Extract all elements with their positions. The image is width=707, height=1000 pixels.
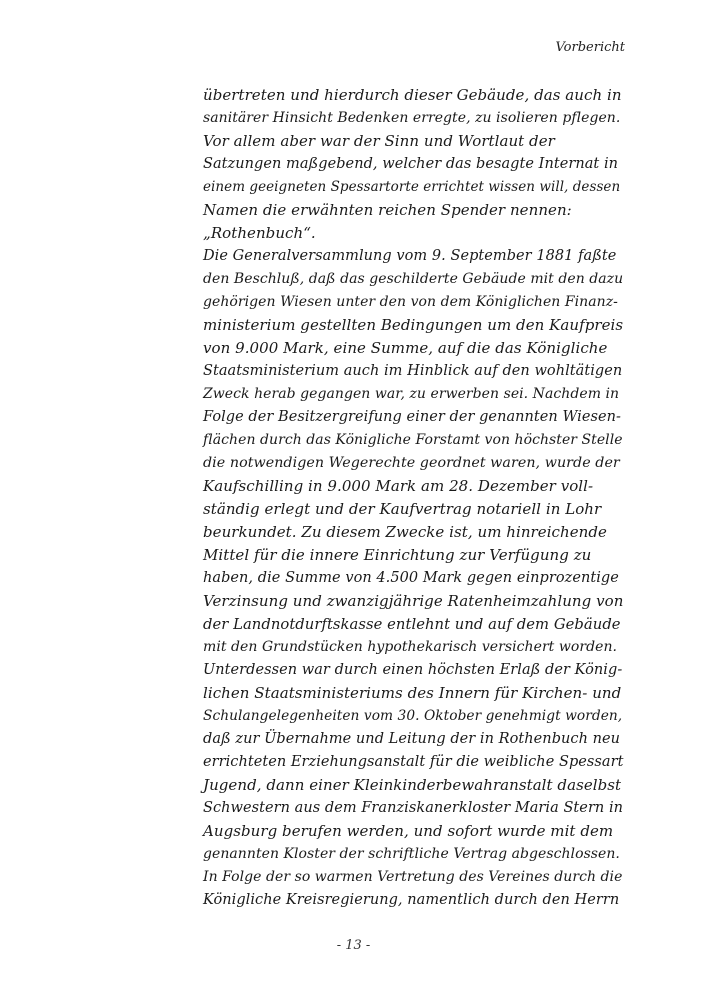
text-line: Schwestern aus dem Franziskanerkloster Maria Stern in: [203, 800, 624, 816]
text-line: den Beschluß, daß das geschilderte Gebäude mit den dazu: [203, 271, 624, 287]
text-line: einem geeigneten Spessartorte errichtet wissen will, dessen: [203, 179, 621, 195]
text-line: Unterdessen war durch einen höchsten Erlaß der König-: [203, 662, 623, 678]
text-line: lichen Staatsministeriums des Innern für Kirchen- und: [203, 684, 622, 702]
text-line: mit den Grundstücken hypothekarisch versichert worden.: [203, 639, 618, 655]
text-line: Namen die erwähnten reichen Spender nennen:: [203, 201, 572, 219]
text-line: ständig erlegt und der Kaufvertrag notariell in Lohr: [203, 500, 602, 518]
text-line: sanitärer Hinsicht Bedenken erregte, zu isolieren pflegen.: [203, 110, 621, 126]
text-line: Vor allem aber war der Sinn und Wortlaut der: [203, 132, 555, 150]
text-line: Königliche Kreisregierung, namentlich durch den Herrn: [203, 892, 620, 908]
text-line: von 9.000 Mark, eine Summe, auf die das Königliche: [203, 339, 608, 357]
text-line: ministerium gestellten Bedingungen um den Kaufpreis: [203, 316, 624, 334]
text-line: Jugend, dann einer Kleinkinderbewahranstalt daselbst: [203, 776, 622, 794]
page-number: - 13 -: [336, 938, 371, 953]
text-line: beurkundet. Zu diesem Zwecke ist, um hinreichende: [203, 523, 607, 541]
text-line: flächen durch das Königliche Forstamt von höchster Stelle: [203, 432, 623, 448]
text-line: Kaufschilling in 9.000 Mark am 28. Dezember voll-: [203, 477, 594, 495]
text-line: genannten Kloster der schriftliche Vertrag abgeschlossen.: [203, 846, 620, 862]
text-line: Zweck herab gegangen war, zu erwerben sei. Nachdem in: [203, 386, 620, 402]
text-line: Mittel für die innere Einrichtung zur Verfügung zu: [203, 546, 592, 564]
text-line: Die Generalversammlung vom 9. September 1881 faßte: [203, 248, 617, 264]
text-line: Folge der Besitzergreifung einer der genannten Wiesen-: [203, 409, 621, 425]
text-line: Augsburg berufen werden, und sofort wurde mit dem: [203, 822, 614, 840]
text-line: Satzungen maßgebend, welcher das besagte Internat in: [203, 156, 619, 172]
text-line: daß zur Übernahme und Leitung der in Rothenbuch neu: [203, 731, 621, 747]
text-line: übertreten und hierdurch dieser Gebäude, das auch in: [203, 86, 622, 104]
handwritten-body-text: [203, 84, 623, 912]
text-line: In Folge der so warmen Vertretung des Vereines durch die: [203, 869, 623, 885]
text-line: der Landnotdurftskasse entlehnt und auf dem Gebäude: [203, 616, 621, 633]
text-line: „Rothenbuch“.: [203, 224, 316, 242]
text-line: errichteten Erziehungsanstalt für die weibliche Spessart: [203, 754, 624, 770]
text-line: Verzinsung und zwanzigjährige Ratenheimzahlung von: [203, 592, 624, 610]
text-line: Schulangelegenheiten vom 30. Oktober genehmigt worden,: [203, 708, 623, 724]
text-line: haben, die Summe von 4.500 Mark gegen einprozentige: [203, 570, 619, 586]
page-header-section-title: Vorbericht: [555, 40, 625, 55]
text-line: die notwendigen Wegerechte geordnet waren, wurde der: [203, 455, 620, 471]
text-line: Staatsministerium auch im Hinblick auf den wohltätigen: [203, 363, 623, 379]
text-line: gehörigen Wiesen unter den von dem Königlichen Finanz-: [203, 294, 618, 310]
